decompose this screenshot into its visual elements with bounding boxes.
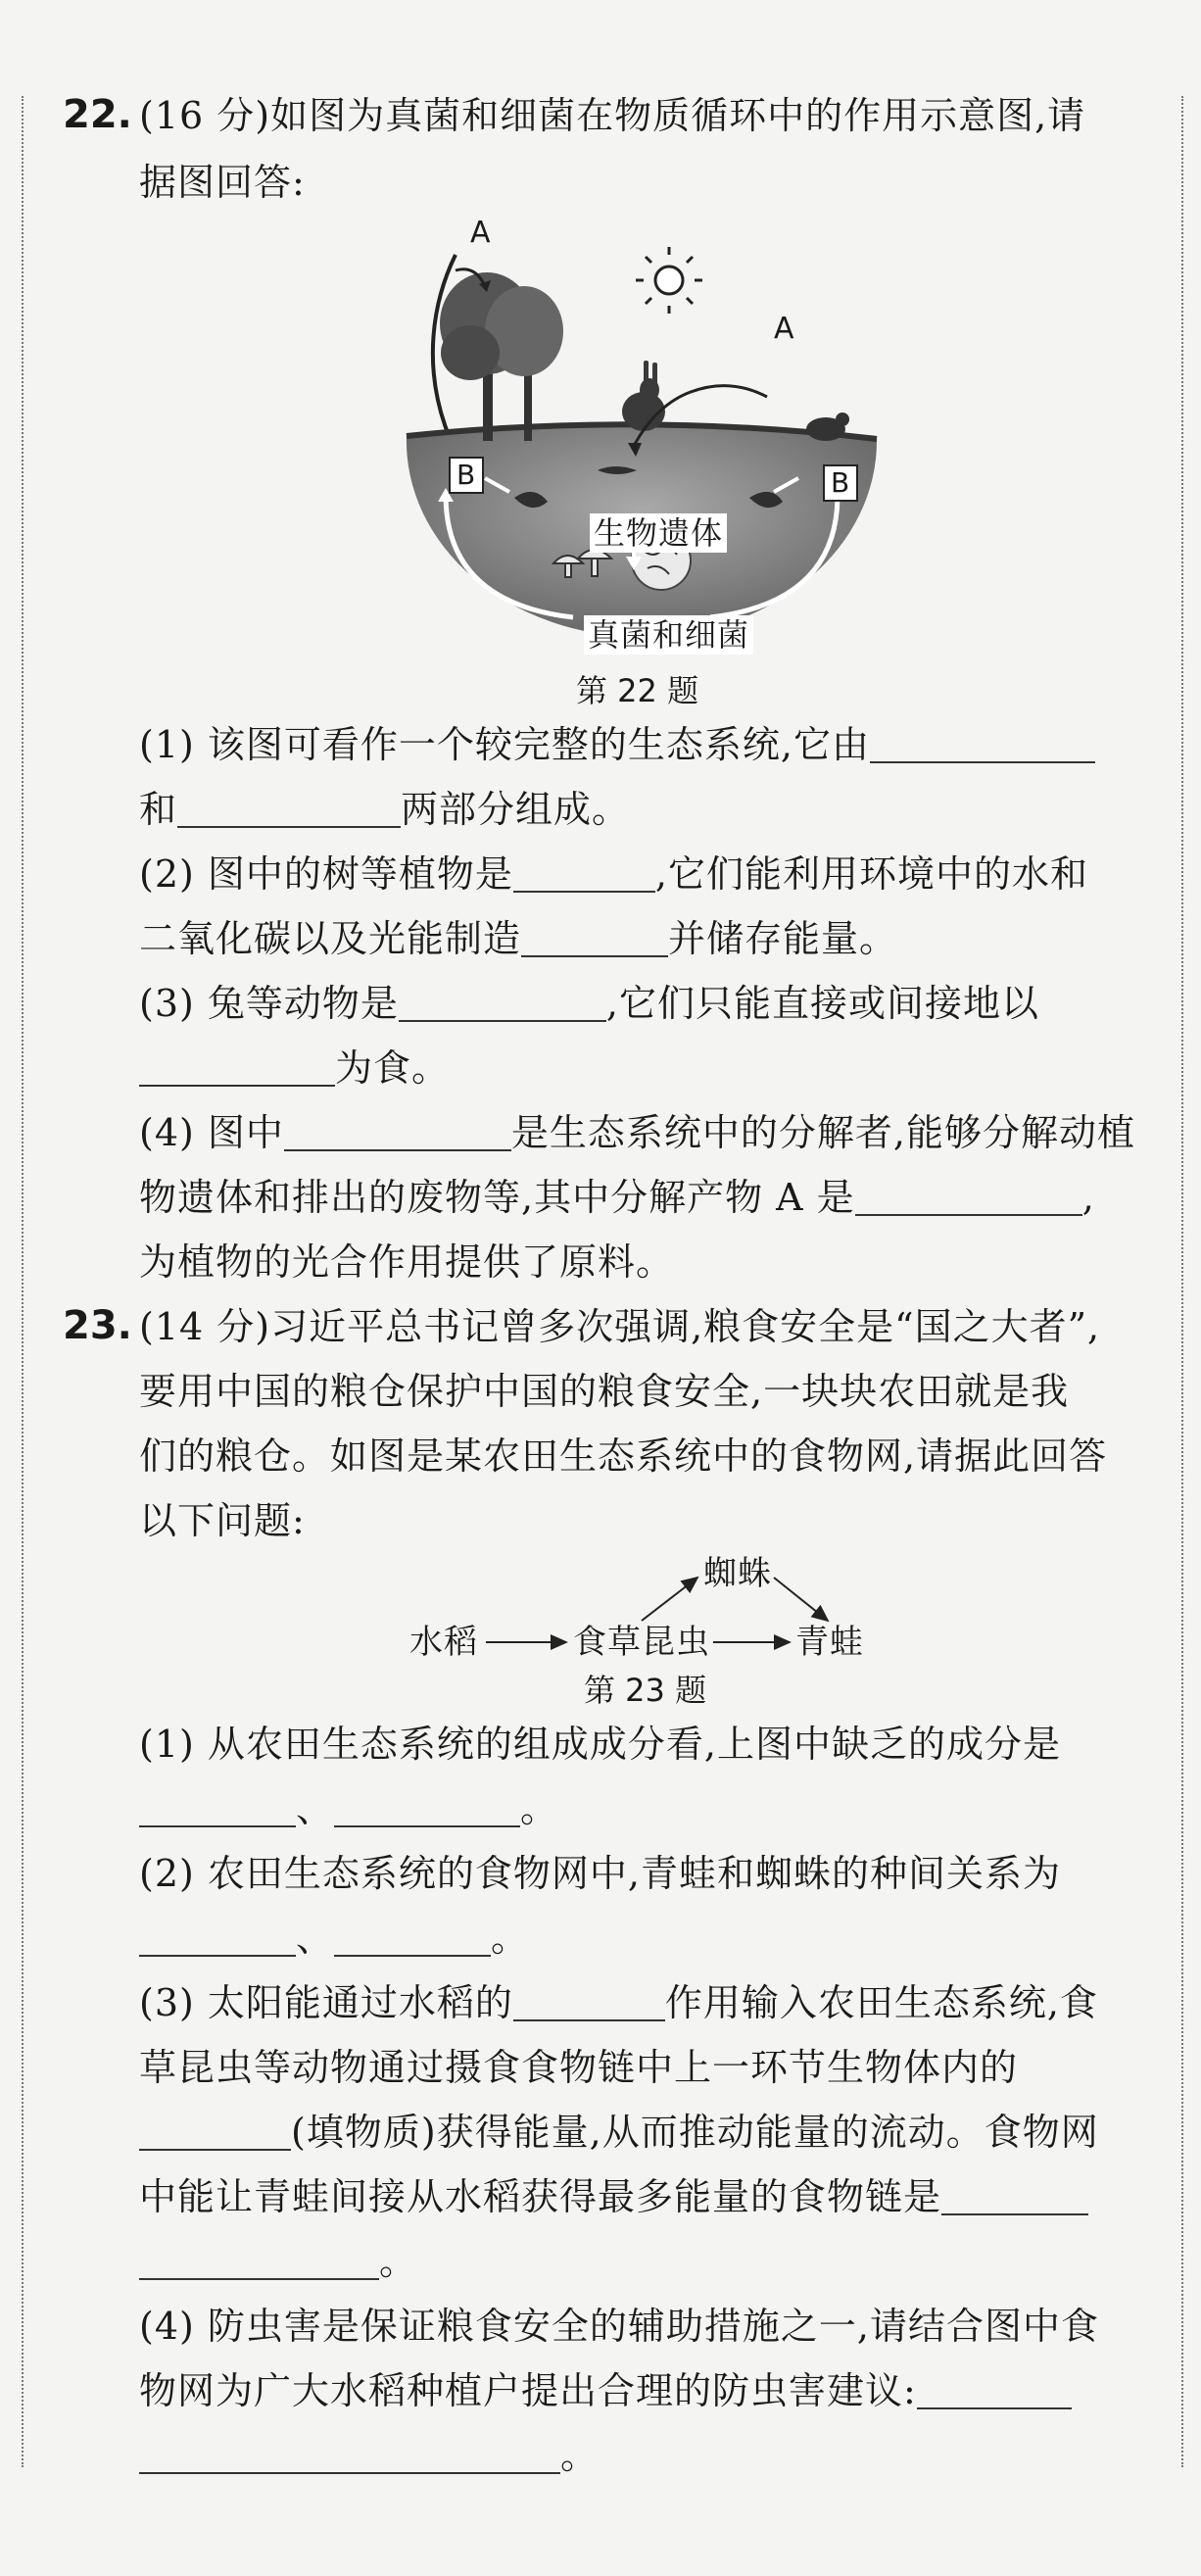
figure-23-caption: 第 23 题 [584,1672,707,1709]
q23-p4-line3: 。 [139,2430,599,2481]
blank[interactable] [334,1916,491,1957]
blank[interactable] [334,1786,520,1827]
blank[interactable] [917,2368,1072,2409]
q22-p1-line2: 和 两部分组成。 [139,788,631,831]
foodweb-insect: 食草昆虫 [573,1623,710,1662]
label-b-right: B [823,464,858,502]
foodweb-spider: 蜘蛛 [703,1554,772,1593]
q22-p4-line1: (4) 图中 是生态系统中的分解者,能够分解动植 [139,1111,1136,1154]
q22-p4-line2: 物遗体和排出的废物等,其中分解产物 A 是 , [139,1176,1095,1219]
q23-stem-line1: (14 分)习近平总书记曾多次强调,粮食安全是“国之大者”, [139,1305,1101,1348]
q22-stem-line2: 据图回答: [139,161,306,204]
q23-p2-line1: (2) 农田生态系统的食物网中,青蛙和蜘蛛的种间关系为 [139,1852,1061,1895]
q22-stem-line1: (16 分)如图为真菌和细菌在物质循环中的作用示意图,请 [139,94,1086,137]
blank[interactable] [139,2239,379,2280]
q22-p4-line3: 为植物的光合作用提供了原料。 [139,1240,675,1284]
label-b-left: B [449,457,484,494]
q23-p3-line5: 。 [139,2236,417,2287]
question-22-number: 22. [63,92,132,137]
label-fungi-bacteria: 真菌和细菌 [584,615,753,655]
q23-p2-line2: 、 。 [139,1913,529,1964]
blank[interactable] [941,2174,1088,2215]
q22-p2-line1: (2) 图中的树等植物是 ,它们能利用环境中的水和 [139,852,1089,896]
q22-p3-line2: 为食。 [139,1043,450,1094]
q23-p1-line2: 、 。 [139,1783,558,1834]
question-23-number: 23. [63,1303,132,1348]
q22-p1-line1: (1) 该图可看作一个较完整的生态系统,它由 [139,719,1095,770]
q23-p4-line2: 物网为广大水稻种植户提出合理的防虫害建议: [139,2365,1072,2416]
q23-p3-line4: 中能让青蛙间接从水稻获得最多能量的食物链是 [139,2171,1088,2222]
blank[interactable] [139,1916,296,1957]
q22-p3-line1: (3) 兔等动物是 ,它们只能直接或间接地以 [139,982,1040,1025]
label-a-top: A [470,216,492,250]
blank[interactable] [513,1980,665,2021]
q23-stem-line4: 以下问题: [139,1499,306,1542]
q22-p2-line2: 二氧化碳以及光能制造 并储存能量。 [139,917,898,960]
q23-stem-line2: 要用中国的粮仓保护中国的粮食安全,一块块农田就是我 [139,1370,1070,1413]
blank[interactable] [139,1786,296,1827]
q23-p3-line3: (填物质)获得能量,从而推动能量的流动。食物网 [139,2107,1099,2158]
label-remains: 生物遗体 [590,513,727,553]
blank[interactable] [139,2433,560,2474]
q23-p1-line1: (1) 从农田生态系统的组成成分看,上图中缺乏的成分是 [139,1723,1061,1766]
foodweb-frog: 青蛙 [795,1623,864,1662]
q23-p4-line1: (4) 防虫害是保证粮食安全的辅助措施之一,请结合图中食 [139,2305,1099,2348]
foodweb-rice: 水稻 [409,1623,478,1662]
q23-p3-line2: 草昆虫等动物通过摄食食物链中上一环节生物体内的 [139,2046,1019,2089]
q23-stem-line3: 们的粮仓。如图是某农田生态系统中的食物网,请据此回答 [139,1434,1108,1478]
q23-p3-line1: (3) 太阳能通过水稻的 作用输入农田生态系统,食 [139,1981,1099,2024]
figure-22-caption: 第 22 题 [576,672,699,709]
blank[interactable] [139,2110,291,2151]
label-a-right: A [774,312,795,346]
